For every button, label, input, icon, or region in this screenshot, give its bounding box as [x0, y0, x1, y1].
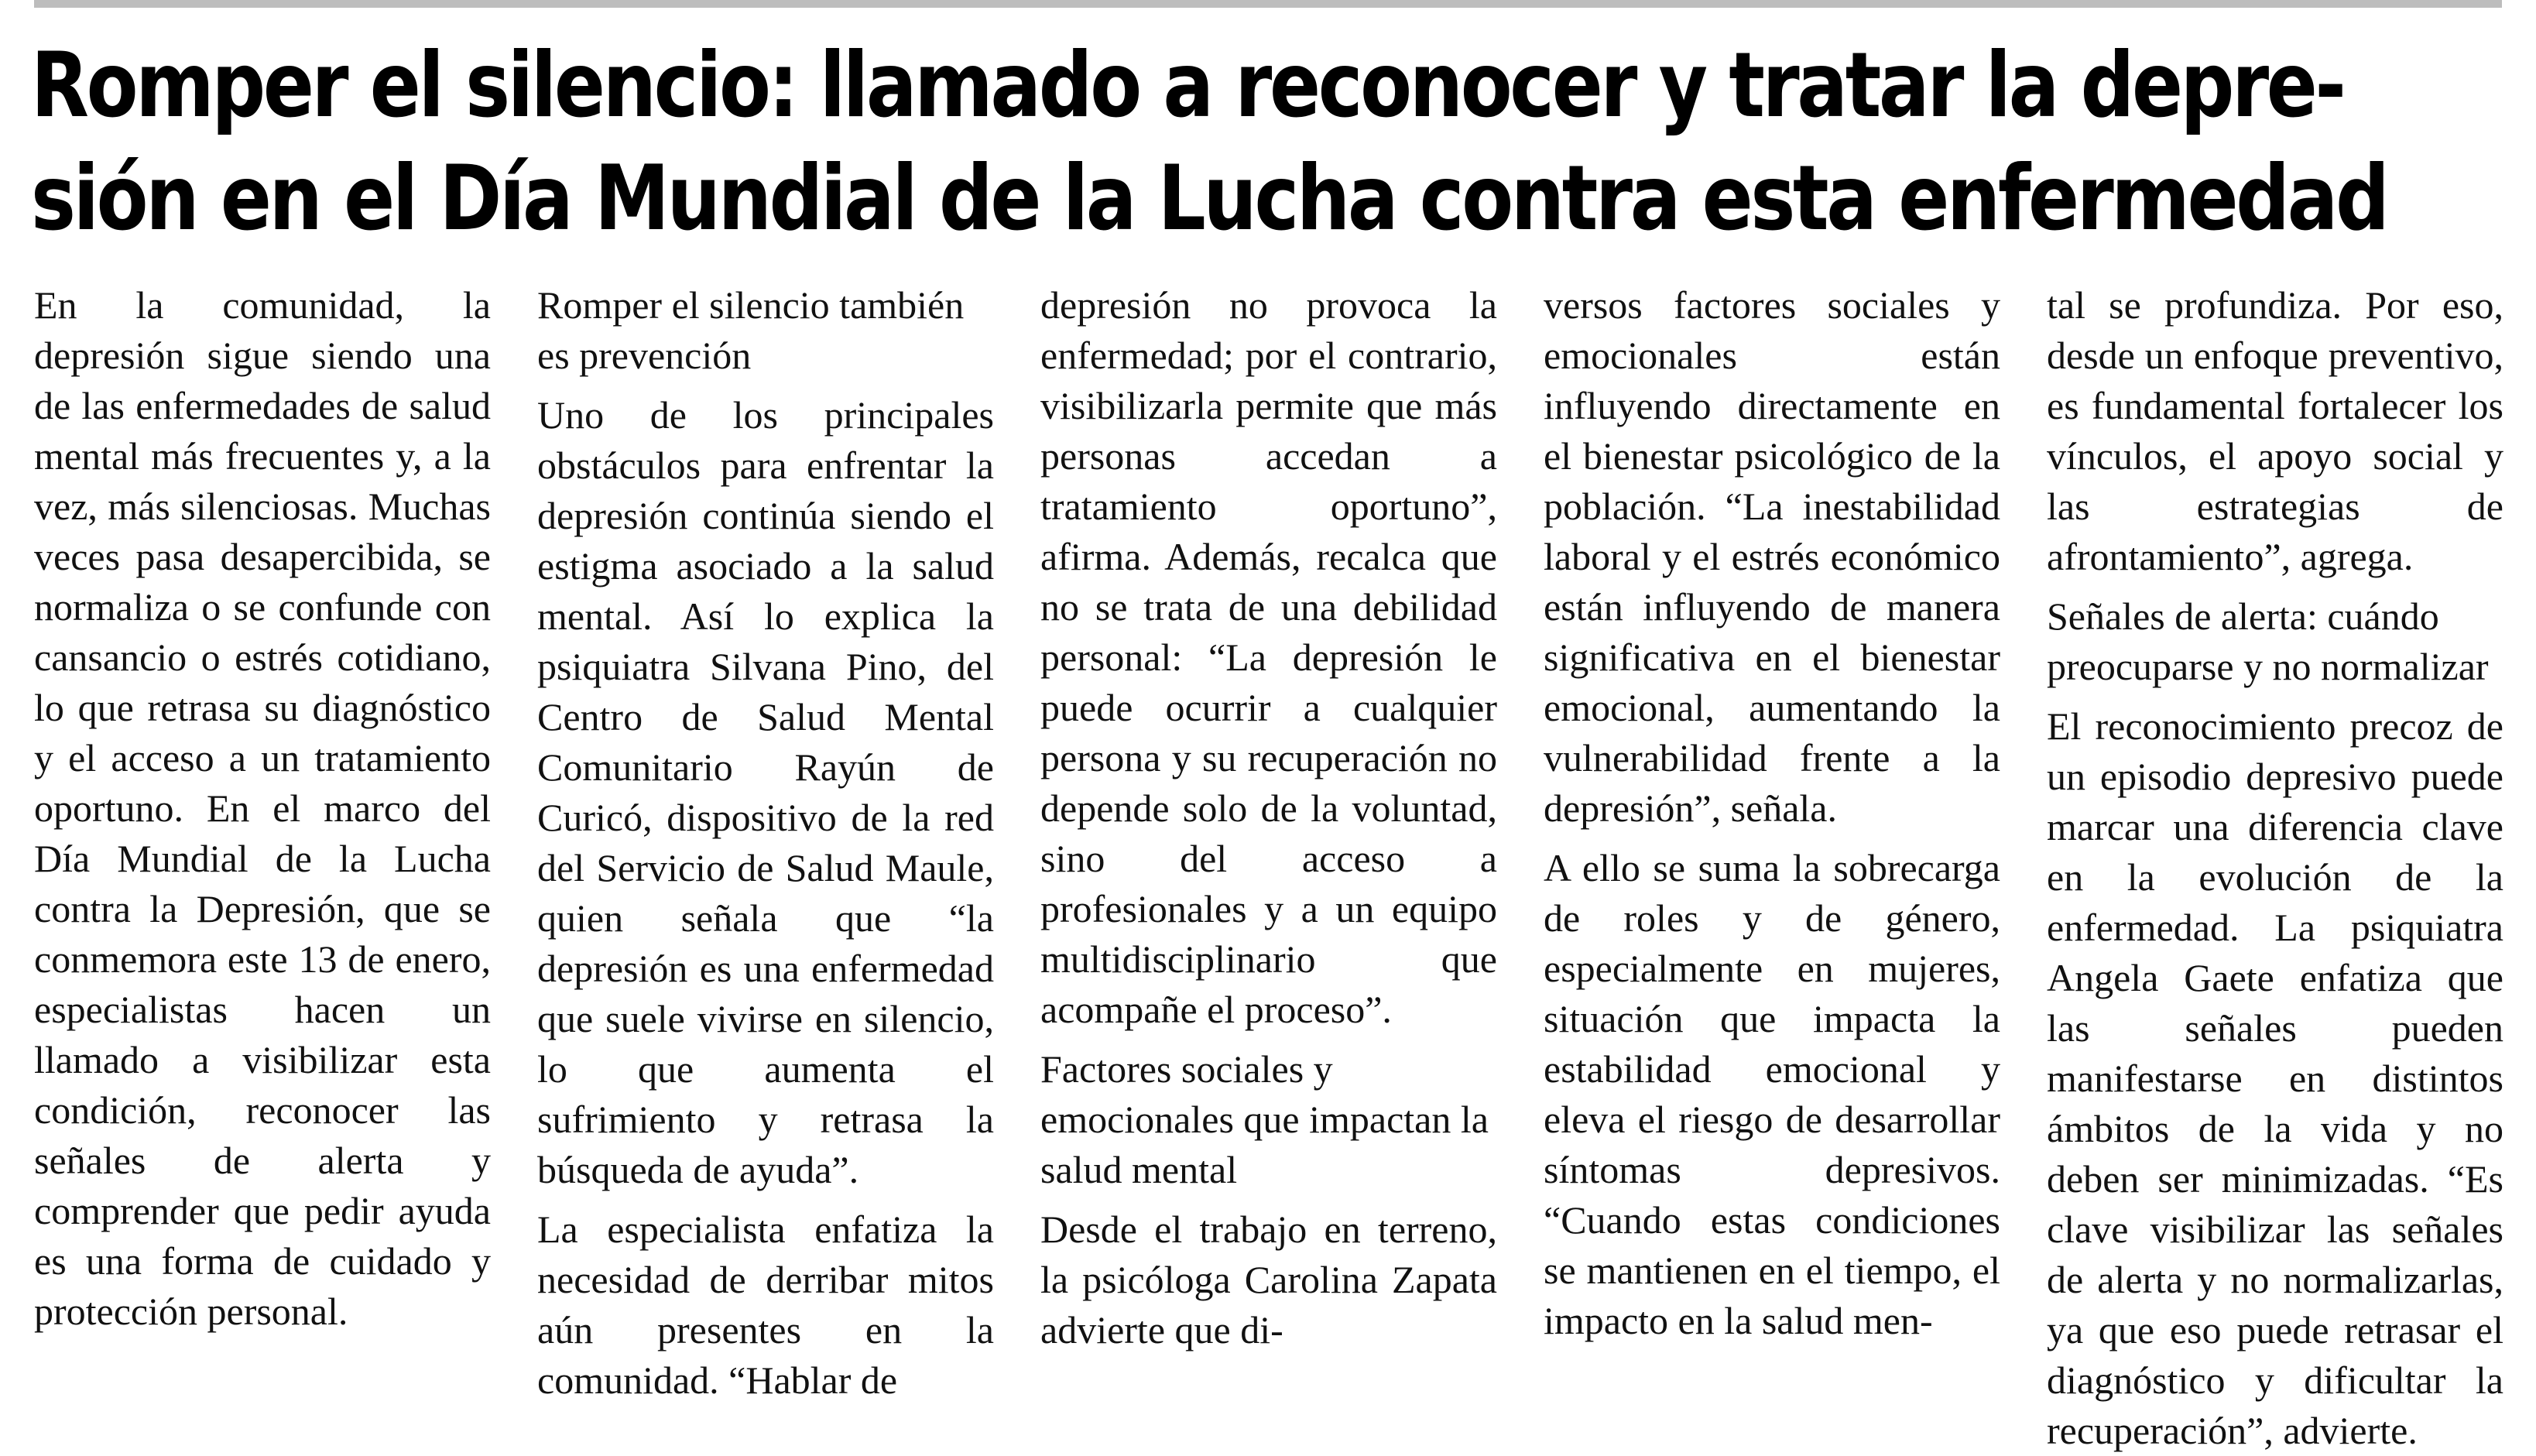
column-1	[34, 280, 491, 1346]
article-headline	[31, 29, 2387, 255]
subheading: Factores sociales y emocionales que impactan la salud mental	[1040, 1047, 1489, 1191]
headline-line-1: Romper el silencio: llamado a reconocer y tratar la depre-	[31, 33, 2344, 138]
subheading: Señales de alerta: cuándo preocuparse y no normalizar	[2047, 594, 2489, 688]
paragraph: Uno de los principales obstáculos para enfrentar la depresión continúa siendo el estigma asociado a la salud mental. Así lo explica la psiquiatra Silvana Pino, del Centro de Salud Mental Comunitario Rayún de Curicó, dispositivo de la red del Servicio de Salud Maule, quien señala que “la depresión es una enfermedad que suele vivirse en silencio, lo que aumenta el sufrimiento y retrasa la búsqueda de ayuda”.	[537, 393, 994, 1191]
column-4	[1544, 280, 2000, 1346]
paragraph: A ello se suma la sobrecarga de roles y de género, especialmente en mujeres, situación que impacta la estabilidad emocional y eleva el riesgo de desarrollar síntomas depresivos. “Cuando estas condiciones se mantienen en el tiempo, el impacto en la salud men-	[1544, 846, 2000, 1342]
headline-line-2: sión en el Día Mundial de la Lucha contra esta enfermedad	[31, 146, 2387, 251]
paragraph: versos factores sociales y emocionales están influyendo directamente en el bienestar psicológico de la población. “La inestabilidad laboral y el estrés económico están influyendo de manera significativa en el bienestar emocional, aumentando la vulnerabilidad frente a la depresión”, señala.	[1544, 283, 2000, 830]
column-3	[1040, 280, 1497, 1355]
paragraph: En la comunidad, la depresión sigue siendo una de las enfermedades de salud mental más frecuentes y, a la vez, más silenciosas. Muchas veces pasa desapercibida, se normaliza o se confunde con cansancio o estrés cotidiano, lo que retrasa su diagnóstico y el acceso a un tratamiento oportuno. En el marco del Día Mundial de la Lucha contra la Depresión, que se conmemora este 13 de enero, especialistas hacen un llamado a visibilizar esta condición, reconocer las señales de alerta y comprender que pedir ayuda es una forma de cuidado y protección personal.	[34, 283, 491, 1333]
column-5	[2047, 280, 2503, 1456]
article-body	[34, 280, 2503, 1452]
paragraph: La especialista enfatiza la necesidad de derribar mitos aún presentes en la comunidad. “Hablar de	[537, 1208, 994, 1402]
column-2	[537, 280, 994, 1406]
paragraph: El reconocimiento precoz de un episodio depresivo puede marcar una diferencia clave en la evolución de la enfermedad. La psiquiatra Angela Gaete enfatiza que las señales pueden manifestarse en distintos ámbitos de la vida y no deben ser minimizadas. “Es clave visibilizar las señales de alerta y no normalizarlas, ya que eso puede retrasar el diagnóstico y dificultar la recuperación”, advierte.	[2047, 704, 2503, 1452]
paragraph: Desde el trabajo en terreno, la psicóloga Carolina Zapata advierte que di-	[1040, 1208, 1497, 1352]
paragraph: tal se profundiza. Por eso, desde un enfoque preventivo, es fundamental fortalecer los vínculos, el apoyo social y las estrategias de afrontamiento”, agrega.	[2047, 283, 2503, 578]
subheading: Romper el silencio también es prevención	[537, 283, 965, 377]
paragraph: depresión no provoca la enfermedad; por el contrario, visibilizarla permite que más personas accedan a tratamiento oportuno”, afirma. Además, recalca que no se trata de una debilidad personal: “La depresión le puede ocurrir a cualquier persona y su recuperación no depende solo de la voluntad, sino del acceso a profesionales y a un equipo multidisciplinario que acompañe el proceso”.	[1040, 283, 1497, 1031]
top-rule	[34, 0, 2502, 8]
